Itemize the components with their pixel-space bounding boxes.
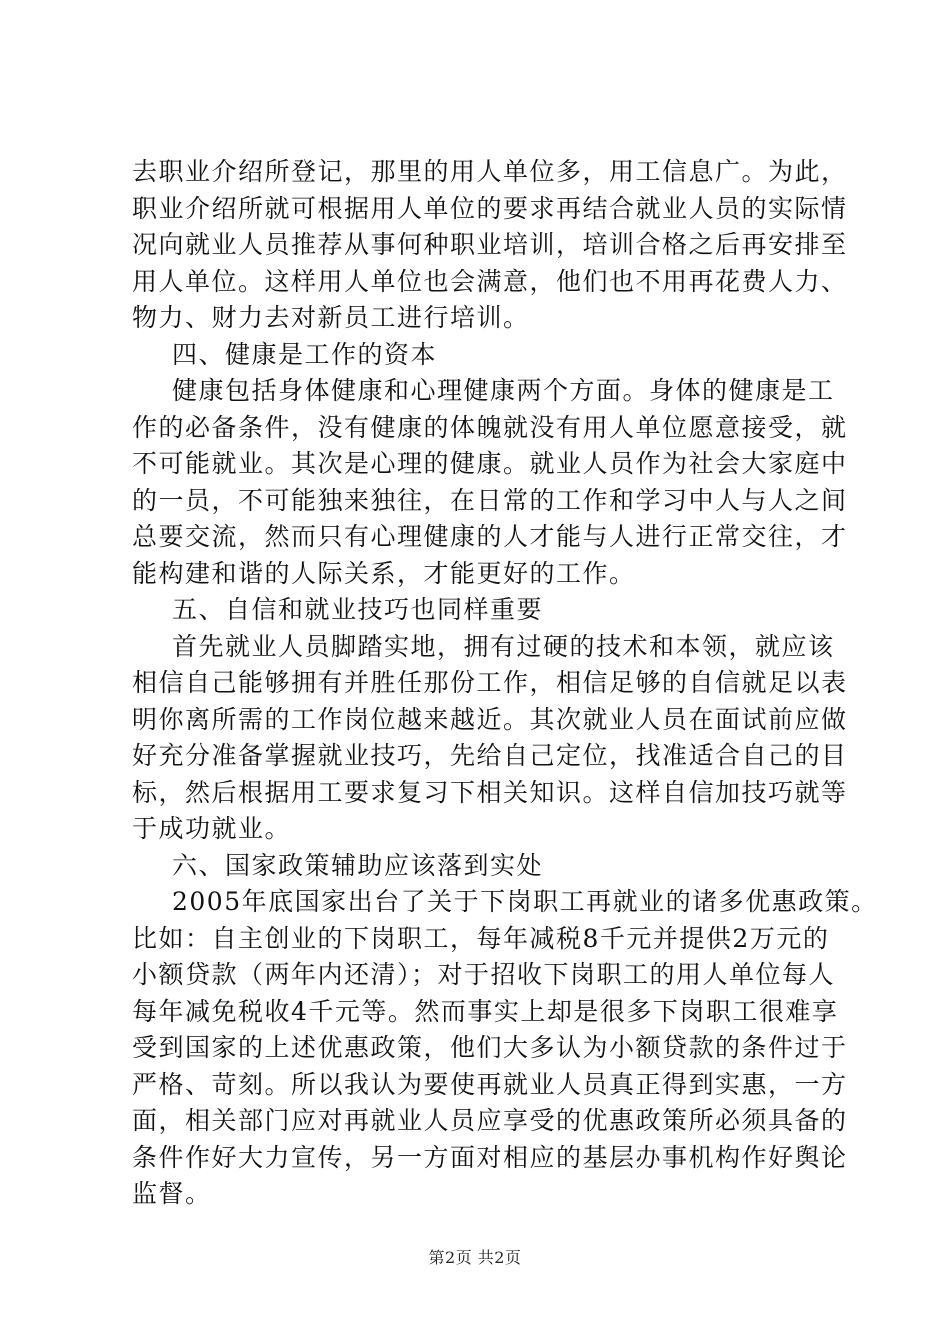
paragraph-line: 总要交流，然而只有心理健康的人才能与人进行正常交往，才 [132,522,848,551]
section-heading: 五、自信和就业技巧也同样重要 [172,595,544,624]
paragraph-line: 职业介绍所就可根据用人单位的要求再结合就业人员的实际情 [132,193,848,223]
paragraph-line: 受到国家的上述优惠政策，他们大多认为小额贷款的条件过于 [132,1033,848,1062]
paragraph-line: 首先就业人员脚踏实地，拥有过硬的技术和本领，就应该 [172,631,835,661]
page-number-footer: 第2页 共2页 [428,1248,522,1267]
paragraph-line: 用人单位。这样用人单位也会满意，他们也不用再花费人力、 [132,266,848,296]
paragraph-line: 好充分准备掌握就业技巧，先给自己定位，找准适合自己的目 [132,741,848,770]
section-heading: 六、国家政策辅助应该落到实处 [172,850,544,880]
paragraph-line: 作的必备条件，没有健康的体魄就没有用人单位愿意接受，就 [132,412,848,442]
paragraph-line: 相信自己能够拥有并胜任那份工作，相信足够的自信就足以表 [132,668,848,697]
section-heading: 四、健康是工作的资本 [172,339,438,369]
paragraph-line: 比如：自主创业的下岗职工，每年减税8千元并提供2万元的 [132,923,830,953]
paragraph-line: 2005年底国家出台了关于下岗职工再就业的诸多优惠政策。 [172,887,878,916]
paragraph-line: 去职业介绍所登记，那里的用人单位多，用工信息广。为此， [132,157,848,186]
paragraph-line: 每年减免税收4千元等。然而事实上却是很多下岗职工很难享 [132,996,839,1026]
paragraph-line: 面，相关部门应对再就业人员应享受的优惠政策所必须具备的 [132,1106,848,1135]
paragraph-line: 的一员，不可能独来独往，在日常的工作和学习中人与人之间 [132,485,848,515]
paragraph-line: 小额贷款（两年内还清）；对于招收下岗职工的用人单位每人 [132,960,836,989]
document-body [132,154,878,1213]
paragraph-line: 条件作好大力宣传，另一方面对相应的基层办事机构作好舆论 [132,1142,848,1172]
paragraph-line: 于成功就业。 [132,814,292,843]
paragraph-line: 监督。 [132,1179,212,1208]
paragraph-line: 物力、财力去对新员工进行培训。 [132,303,530,332]
paragraph-line: 严格、苛刻。所以我认为要使再就业人员真正得到实惠，一方 [132,1069,848,1099]
paragraph-line: 标，然后根据用工要求复习下相关知识。这样自信加技巧就等 [132,777,848,807]
paragraph-line: 能构建和谐的人际关系，才能更好的工作。 [132,558,636,588]
paragraph-line: 况向就业人员推荐从事何种职业培训，培训合格之后再安排至 [132,230,848,259]
paragraph-line: 明你离所需的工作岗位越来越近。其次就业人员在面试前应做 [132,704,848,734]
paragraph-line: 健康包括身体健康和心理健康两个方面。身体的健康是工 [172,376,835,405]
paragraph-line: 不可能就业。其次是心理的健康。就业人员作为社会大家庭中 [132,449,848,478]
